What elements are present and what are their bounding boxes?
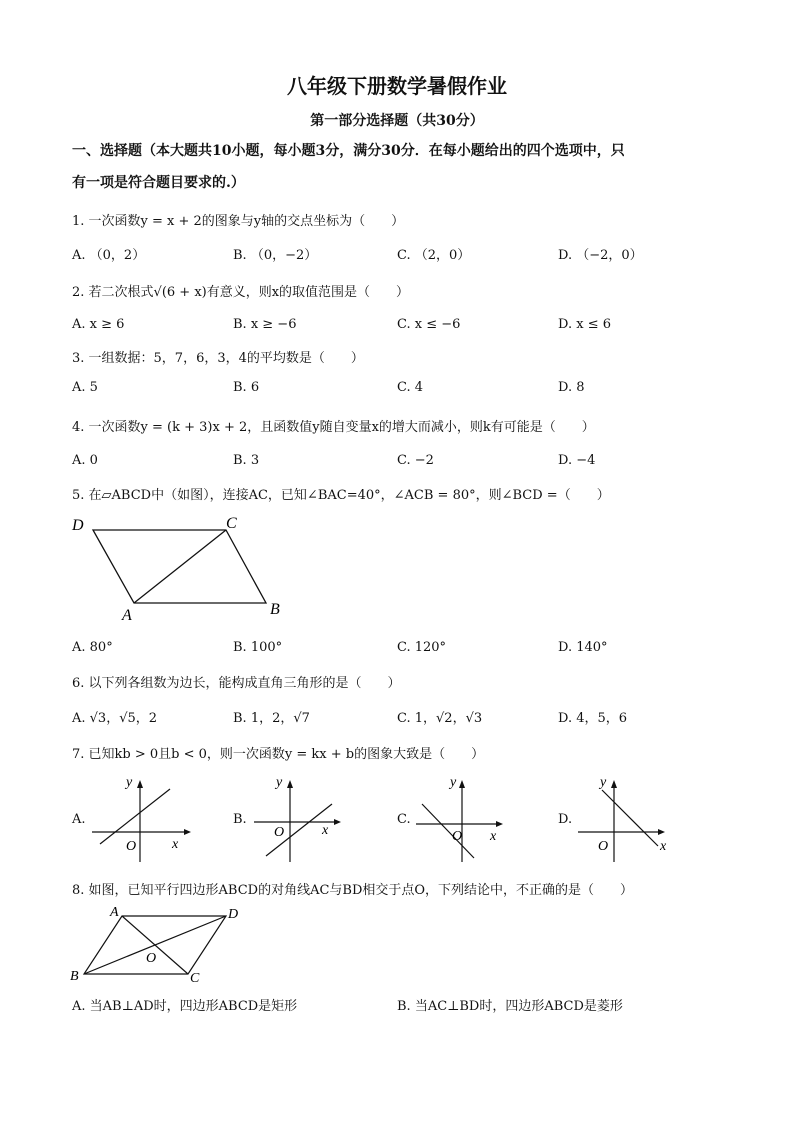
question-7-option-b: B. xyxy=(233,812,247,827)
question-5-option-a: A. 80° xyxy=(72,640,113,655)
x-label: x xyxy=(490,829,497,844)
y-axis-arrow xyxy=(611,780,617,788)
question-5-option-d: D. 140° xyxy=(558,640,608,655)
question-8-option-a: A. 当AB⊥AD时，四边形ABCD是矩形 xyxy=(72,999,298,1014)
part-subtitle: 第一部分选择题（共30分） xyxy=(310,113,484,129)
question-5-option-c: C. 120° xyxy=(397,640,447,655)
graph-line xyxy=(100,789,170,844)
diagonal-ac xyxy=(134,530,226,603)
label-d: D xyxy=(228,907,239,922)
label-a: A xyxy=(122,607,132,624)
question-7-graph-b xyxy=(250,774,360,866)
question-4-option-a: A. 0 xyxy=(72,453,98,468)
question-4-option-c: C. −2 xyxy=(397,453,434,468)
question-5-parallelogram-figure xyxy=(66,508,296,628)
x-axis-arrow xyxy=(496,821,503,827)
question-1-option-c: C. （2，0） xyxy=(397,248,471,263)
question-8-parallelogram-figure xyxy=(66,900,256,988)
question-5-stem: 5. 在▱ABCD中（如图），连接AC，已知∠BAC=40°，∠ACB = 80°，则∠BCD =（ ） xyxy=(72,488,610,503)
x-label: x xyxy=(660,839,667,854)
question-5-option-b: B. 100° xyxy=(233,640,283,655)
label-c: C xyxy=(226,515,237,532)
section-heading-line2: 有一项是符合题目要求的.） xyxy=(72,175,245,191)
question-6-option-a: A. √3，√5，2 xyxy=(72,711,158,726)
x-axis-arrow xyxy=(658,829,665,835)
question-1-option-b: B. （0，−2） xyxy=(233,248,318,263)
graph-line xyxy=(422,804,474,858)
y-label: y xyxy=(600,775,607,790)
origin-label: O xyxy=(598,839,609,854)
question-2-option-a: A. x ≥ 6 xyxy=(72,317,125,332)
label-a: A xyxy=(110,905,119,920)
label-b: B xyxy=(70,969,79,984)
question-1-option-a: A. （0，2） xyxy=(72,248,146,263)
question-6-option-c: C. 1，√2，√3 xyxy=(397,711,483,726)
question-2-option-c: C. x ≤ −6 xyxy=(397,317,461,332)
y-label: y xyxy=(276,775,283,790)
y-axis-arrow xyxy=(137,780,143,788)
x-axis-arrow xyxy=(334,819,341,825)
question-2-option-b: B. x ≥ −6 xyxy=(233,317,297,332)
origin-label: O xyxy=(126,839,137,854)
question-2-stem: 2. 若二次根式√(6 + x)有意义，则x的取值范围是（ ） xyxy=(72,285,410,300)
label-b: B xyxy=(270,601,280,618)
label-c: C xyxy=(190,971,200,986)
question-3-stem: 3. 一组数据：5，7，6，3，4的平均数是（ ） xyxy=(72,351,364,366)
page-title: 八年级下册数学暑假作业 xyxy=(287,74,507,98)
graph-line xyxy=(602,790,658,846)
question-2-option-d: D. x ≤ 6 xyxy=(558,317,611,332)
question-3-option-d: D. 8 xyxy=(558,380,585,395)
y-label: y xyxy=(450,775,457,790)
question-3-option-a: A. 5 xyxy=(72,380,98,395)
x-label: x xyxy=(322,823,329,838)
question-3-option-b: B. 6 xyxy=(233,380,260,395)
question-1-stem: 1. 一次函数y = x + 2的图象与y轴的交点坐标为（ ） xyxy=(72,214,405,229)
question-8-option-b: B. 当AC⊥BD时，四边形ABCD是菱形 xyxy=(397,999,623,1014)
question-4-option-b: B. 3 xyxy=(233,453,260,468)
question-4-option-d: D. −4 xyxy=(558,453,596,468)
question-7-graph-c xyxy=(412,774,522,866)
question-6-stem: 6. 以下列各组数为边长，能构成直角三角形的是（ ） xyxy=(72,676,401,691)
question-7-option-a: A. xyxy=(72,812,86,827)
question-4-stem: 4. 一次函数y = (k + 3)x + 2，且函数值y随自变量x的增大而减小，则k有可能是（ ） xyxy=(72,420,595,435)
question-7-option-c: C. xyxy=(397,812,411,827)
x-axis-arrow xyxy=(184,829,191,835)
question-7-graph-a xyxy=(88,774,198,866)
question-6-option-d: D. 4，5，6 xyxy=(558,711,628,726)
question-3-option-c: C. 4 xyxy=(397,380,424,395)
question-7-stem: 7. 已知kb > 0且b < 0，则一次函数y = kx + b的图象大致是（ ） xyxy=(72,747,485,762)
y-axis-arrow xyxy=(287,780,293,788)
origin-label: O xyxy=(452,829,463,844)
question-8-stem: 8. 如图，已知平行四边形ABCD的对角线AC与BD相交于点O，下列结论中，不正确的是（ ） xyxy=(72,883,634,898)
question-7-graph-d xyxy=(574,774,684,866)
label-o: O xyxy=(146,951,157,966)
x-label: x xyxy=(172,837,179,852)
label-d: D xyxy=(72,517,84,534)
question-1-option-d: D. （−2，0） xyxy=(558,248,643,263)
section-heading-line1: 一、选择题（本大题共10小题，每小题3分，满分30分．在每小题给出的四个选项中，只 xyxy=(72,143,625,159)
question-6-option-b: B. 1，2，√7 xyxy=(233,711,310,726)
y-label: y xyxy=(126,775,133,790)
origin-label: O xyxy=(274,825,285,840)
question-7-option-d: D. xyxy=(558,812,573,827)
y-axis-arrow xyxy=(459,780,465,788)
